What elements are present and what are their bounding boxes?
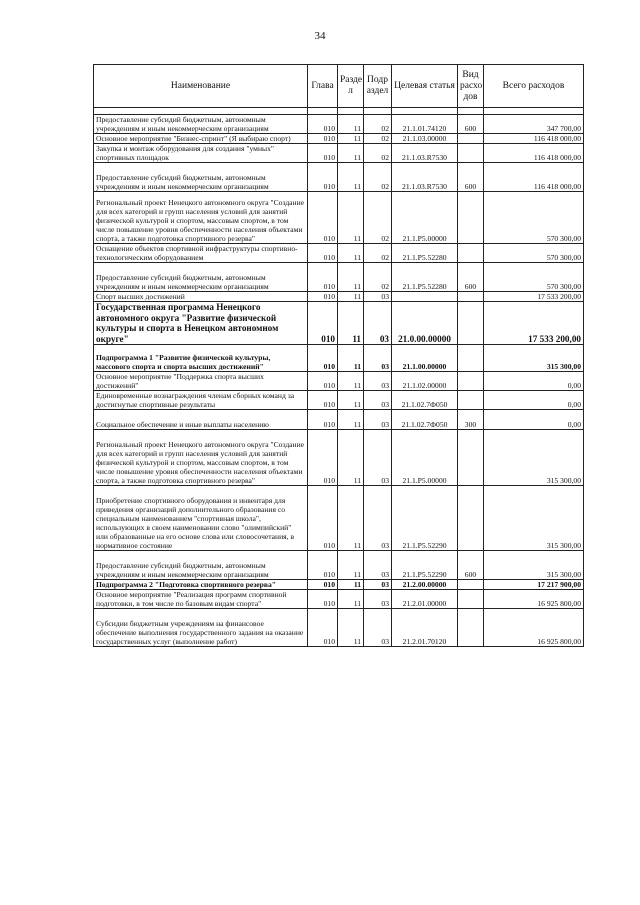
row-name: Субсидии бюджетным учреждениям на финансовое обеспечение выполнения государственного задания на оказание государственных услуг (выполнение работ) <box>94 609 308 647</box>
table-row <box>94 372 584 391</box>
row-vid <box>458 391 484 410</box>
row-name: Оснащение объектов спортивной инфраструктуры спортивно-технологическим оборудованием <box>94 244 308 263</box>
table-row <box>94 410 584 430</box>
row-vid: 600 <box>458 115 484 134</box>
row-podrazdel: 03 <box>364 590 392 609</box>
row-vid <box>458 580 484 590</box>
row-name: Основное мероприятие "Бизнес-спринт" (Я выбираю спорт) <box>94 134 308 144</box>
row-total: 315 300,00 <box>484 486 584 551</box>
row-target: 21.1.P5.52290 <box>392 551 458 580</box>
row-name: Подпрограмма 1 "Развитие физической культуры, массового спорта и спорта высших достижений" <box>94 345 308 372</box>
page-number: 34 <box>314 30 326 42</box>
row-podrazdel: 03 <box>364 292 392 302</box>
row-vid: 600 <box>458 163 484 192</box>
row-razdel: 11 <box>338 372 364 391</box>
header-target: Целевая статья <box>392 65 458 108</box>
row-total: 570 300,00 <box>484 244 584 263</box>
row-name: Региональный проект Ненецкого автономного округа "Создание для всех категорий и групп населения условий для занятий физической культурой и спортом, массовым спортом, в том числе повышение уровня обеспеченности населения объектами спорта, а также подготовка спортивного резерва" <box>94 430 308 486</box>
row-name: Социальное обеспечение и иные выплаты населению <box>94 410 308 430</box>
row-razdel: 11 <box>338 410 364 430</box>
row-razdel: 11 <box>338 590 364 609</box>
row-total: 16 925 800,00 <box>484 590 584 609</box>
row-vid <box>458 609 484 647</box>
row-razdel: 11 <box>338 292 364 302</box>
table-row <box>94 590 584 609</box>
budget-table <box>93 64 584 647</box>
row-name: Приобретение спортивного оборудования и инвентаря для приведения организаций дополнительного образования со специальным наименованием "спортивная школа", использующих в своем наименовании слово "олимпийский" или образованные на его основе слова или словосочетания, в нормативное состояние <box>94 486 308 551</box>
row-name: Предоставление субсидий бюджетным, автономным учреждениям и иным некоммерческим организациям <box>94 263 308 292</box>
table-row <box>94 292 584 302</box>
table-row <box>94 391 584 410</box>
table-row <box>94 192 584 244</box>
row-vid <box>458 244 484 263</box>
table-row <box>94 430 584 486</box>
row-target: 21.1.02.00000 <box>392 372 458 391</box>
row-glava: 010 <box>308 302 338 345</box>
row-razdel: 11 <box>338 144 364 163</box>
row-target: 21.2.01.70120 <box>392 609 458 647</box>
row-vid <box>458 134 484 144</box>
row-name: Предоставление субсидий бюджетным, автономным учреждениям и иным некоммерческим организациям <box>94 163 308 192</box>
header-glava: Глава <box>308 65 338 108</box>
table-row <box>94 244 584 263</box>
row-podrazdel: 03 <box>364 551 392 580</box>
row-glava: 010 <box>308 192 338 244</box>
row-podrazdel: 02 <box>364 244 392 263</box>
row-total: 0,00 <box>484 410 584 430</box>
row-name: Единовременные вознаграждения членам сборных команд за достигнутые спортивные результаты <box>94 391 308 410</box>
row-name: Региональный проект Ненецкого автономного округа "Создание для всех категорий и групп населения условий для занятий физической культурой и спортом, массовым спортом, в том числе повышение уровня обеспеченности населения объектами спорта, а также подготовка спортивного резерва" <box>94 192 308 244</box>
row-name: Основное мероприятие "Поддержка спорта высших достижений" <box>94 372 308 391</box>
row-vid <box>458 192 484 244</box>
row-razdel: 11 <box>338 263 364 292</box>
row-podrazdel: 02 <box>364 263 392 292</box>
row-target: 21.1.03.00000 <box>392 134 458 144</box>
row-total: 347 700,00 <box>484 115 584 134</box>
row-total: 17 533 200,00 <box>484 292 584 302</box>
row-target: 21.1.P5.00000 <box>392 430 458 486</box>
row-target <box>392 292 458 302</box>
row-total: 0,00 <box>484 391 584 410</box>
row-target: 21.2.00.00000 <box>392 580 458 590</box>
row-glava: 010 <box>308 292 338 302</box>
row-vid: 300 <box>458 410 484 430</box>
row-vid <box>458 372 484 391</box>
row-vid: 600 <box>458 551 484 580</box>
table-row <box>94 551 584 580</box>
row-name: Предоставление субсидий бюджетным, автономным учреждениям и иным некоммерческим организациям <box>94 115 308 134</box>
row-target: 21.1.03.R7530 <box>392 144 458 163</box>
row-total: 570 300,00 <box>484 192 584 244</box>
row-razdel: 11 <box>338 486 364 551</box>
row-vid <box>458 345 484 372</box>
row-target: 21.1.00.00000 <box>392 345 458 372</box>
row-total: 0,00 <box>484 372 584 391</box>
row-podrazdel: 02 <box>364 163 392 192</box>
table-row <box>94 486 584 551</box>
row-glava: 010 <box>308 551 338 580</box>
row-glava: 010 <box>308 345 338 372</box>
row-razdel: 11 <box>338 580 364 590</box>
row-name: Спорт высших достижений <box>94 292 308 302</box>
row-podrazdel: 03 <box>364 609 392 647</box>
row-glava: 010 <box>308 244 338 263</box>
row-razdel: 11 <box>338 115 364 134</box>
row-total: 17 533 200,00 <box>484 302 584 345</box>
row-total: 570 300,00 <box>484 263 584 292</box>
row-name: Государственная программа Ненецкого автономного округа "Развитие физической культуры и спорта в Ненецком автономном округе" <box>94 302 308 345</box>
row-glava: 010 <box>308 134 338 144</box>
row-podrazdel: 03 <box>364 372 392 391</box>
table-row <box>94 115 584 134</box>
row-razdel: 11 <box>338 609 364 647</box>
row-glava: 010 <box>308 590 338 609</box>
row-vid <box>458 292 484 302</box>
row-name: Предоставление субсидий бюджетным, автономным учреждениям и иным некоммерческим организациям <box>94 551 308 580</box>
table-row <box>94 144 584 163</box>
row-podrazdel: 02 <box>364 144 392 163</box>
row-target: 21.1.P5.52290 <box>392 486 458 551</box>
row-vid <box>458 590 484 609</box>
row-podrazdel: 03 <box>364 486 392 551</box>
row-vid <box>458 430 484 486</box>
row-total: 17 217 900,00 <box>484 580 584 590</box>
row-name: Подпрограмма 2 "Подготовка спортивного резерва" <box>94 580 308 590</box>
row-razdel: 11 <box>338 192 364 244</box>
row-glava: 010 <box>308 263 338 292</box>
row-target: 21.1.01.74120 <box>392 115 458 134</box>
row-podrazdel: 03 <box>364 410 392 430</box>
row-target: 21.1.P5.00000 <box>392 192 458 244</box>
row-podrazdel: 03 <box>364 580 392 590</box>
row-target: 21.0.00.00000 <box>392 302 458 345</box>
row-glava: 010 <box>308 486 338 551</box>
table-row <box>94 609 584 647</box>
row-razdel: 11 <box>338 302 364 345</box>
header-total: Всего расходов <box>484 65 584 108</box>
row-target: 21.1.02.7Ф050 <box>392 410 458 430</box>
row-podrazdel: 03 <box>364 345 392 372</box>
row-glava: 010 <box>308 609 338 647</box>
row-total: 315 300,00 <box>484 551 584 580</box>
spacer-row <box>94 108 584 115</box>
row-vid: 600 <box>458 263 484 292</box>
table-row <box>94 134 584 144</box>
row-razdel: 11 <box>338 345 364 372</box>
row-name: Основное мероприятие "Реализация программ спортивной подготовки, в том числе по базовым видам спорта" <box>94 590 308 609</box>
row-vid <box>458 144 484 163</box>
table-row <box>94 302 584 345</box>
row-razdel: 11 <box>338 551 364 580</box>
row-podrazdel: 03 <box>364 391 392 410</box>
row-glava: 010 <box>308 430 338 486</box>
row-target: 21.1.02.7Ф050 <box>392 391 458 410</box>
header-razdel: Разде л <box>338 65 364 108</box>
table-row <box>94 580 584 590</box>
row-total: 116 418 000,00 <box>484 144 584 163</box>
row-podrazdel: 03 <box>364 430 392 486</box>
row-vid <box>458 486 484 551</box>
row-podrazdel: 02 <box>364 134 392 144</box>
row-razdel: 11 <box>338 430 364 486</box>
row-target: 21.2.01.00000 <box>392 590 458 609</box>
table-row <box>94 163 584 192</box>
header-name: Наименование <box>94 65 308 108</box>
row-razdel: 11 <box>338 134 364 144</box>
header-vid: Вид расхо дов <box>458 65 484 108</box>
row-total: 16 925 800,00 <box>484 609 584 647</box>
row-target: 21.1.P5.52280 <box>392 263 458 292</box>
row-total: 315 300,00 <box>484 345 584 372</box>
table-row <box>94 263 584 292</box>
row-glava: 010 <box>308 372 338 391</box>
row-target: 21.1.03.R7530 <box>392 163 458 192</box>
row-target: 21.1.P5.52280 <box>392 244 458 263</box>
row-podrazdel: 02 <box>364 115 392 134</box>
row-razdel: 11 <box>338 391 364 410</box>
row-razdel: 11 <box>338 163 364 192</box>
row-razdel: 11 <box>338 244 364 263</box>
row-vid <box>458 302 484 345</box>
table-row <box>94 345 584 372</box>
row-glava: 010 <box>308 115 338 134</box>
header-row <box>94 65 584 108</box>
row-total: 315 300,00 <box>484 430 584 486</box>
row-glava: 010 <box>308 580 338 590</box>
row-podrazdel: 02 <box>364 192 392 244</box>
row-glava: 010 <box>308 410 338 430</box>
row-total: 116 418 000,00 <box>484 163 584 192</box>
row-total: 116 418 000,00 <box>484 134 584 144</box>
row-name: Закупка и монтаж оборудования для создания "умных" спортивных площадок <box>94 144 308 163</box>
header-podrazdel: Подр аздел <box>364 65 392 108</box>
row-glava: 010 <box>308 144 338 163</box>
row-glava: 010 <box>308 163 338 192</box>
row-glava: 010 <box>308 391 338 410</box>
row-podrazdel: 03 <box>364 302 392 345</box>
